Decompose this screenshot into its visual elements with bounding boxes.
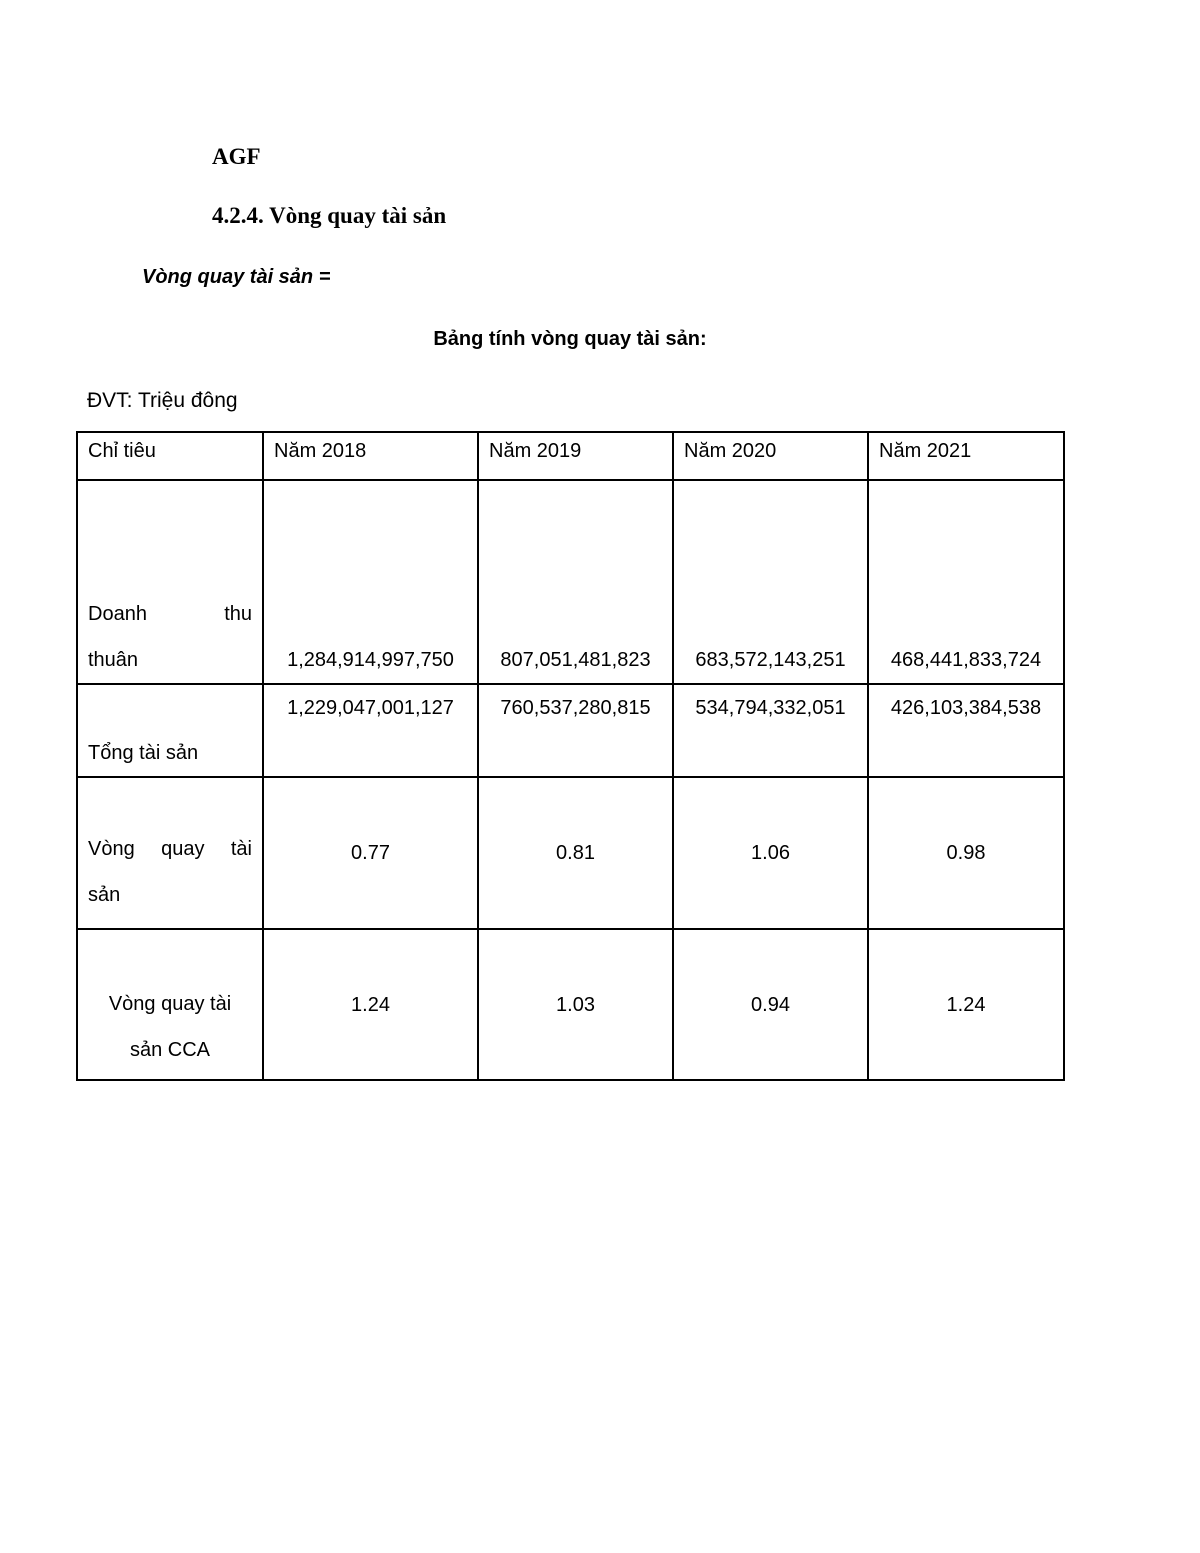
value-cell: 683,572,143,251 — [673, 480, 868, 684]
formula-label: Vòng quay tài sản = — [142, 266, 331, 288]
row-label-part: Vòng — [88, 838, 135, 860]
row-label-asset-turnover — [77, 777, 263, 929]
row-label-part: Vòng quay tài — [108, 993, 232, 1015]
value-cell: 534,794,332,051 — [673, 684, 868, 777]
row-label-revenue — [77, 480, 263, 684]
row-label-part: sản — [88, 884, 121, 906]
table-row — [77, 929, 1064, 1080]
unit-label: ĐVT: Triệu đông — [87, 389, 238, 412]
table-header-row — [77, 432, 1064, 480]
table-row — [77, 684, 1064, 777]
value-cell: 1.24 — [868, 929, 1064, 1080]
header-cell: Năm 2020 — [673, 432, 868, 480]
row-label-asset-turnover-cca — [77, 929, 263, 1080]
header-cell: Năm 2018 — [263, 432, 478, 480]
value-cell: 1,229,047,001,127 — [263, 684, 478, 777]
value-cell: 0.98 — [868, 777, 1064, 929]
row-label-part: Doanh — [88, 603, 147, 625]
asset-turnover-table — [76, 431, 1065, 1081]
section-title: 4.2.4. Vòng quay tài sản — [212, 203, 447, 228]
row-label-part: thu — [224, 603, 252, 625]
header-cell: Năm 2021 — [868, 432, 1064, 480]
company-code: AGF — [212, 144, 261, 169]
row-label-part: sản CCA — [129, 1039, 211, 1061]
value-cell: 0.77 — [263, 777, 478, 929]
header-cell: Chỉ tiêu — [77, 432, 263, 480]
value-cell: 1,284,914,997,750 — [263, 480, 478, 684]
row-label-part: quay — [161, 838, 205, 860]
value-cell: 0.81 — [478, 777, 673, 929]
header-cell: Năm 2019 — [478, 432, 673, 480]
table-row — [77, 777, 1064, 929]
value-cell: 426,103,384,538 — [868, 684, 1064, 777]
value-cell: 1.06 — [673, 777, 868, 929]
row-label-part: tài — [230, 838, 252, 860]
value-cell: 1.24 — [263, 929, 478, 1080]
value-cell: 468,441,833,724 — [868, 480, 1064, 684]
table-row — [77, 480, 1064, 684]
row-label-total-assets: Tổng tài sản — [77, 684, 263, 777]
value-cell: 760,537,280,815 — [478, 684, 673, 777]
table-caption: Bảng tính vòng quay tài sản: — [433, 328, 707, 350]
value-cell: 1.03 — [478, 929, 673, 1080]
row-label-part: thuân — [88, 649, 139, 671]
value-cell: 807,051,481,823 — [478, 480, 673, 684]
value-cell: 0.94 — [673, 929, 868, 1080]
